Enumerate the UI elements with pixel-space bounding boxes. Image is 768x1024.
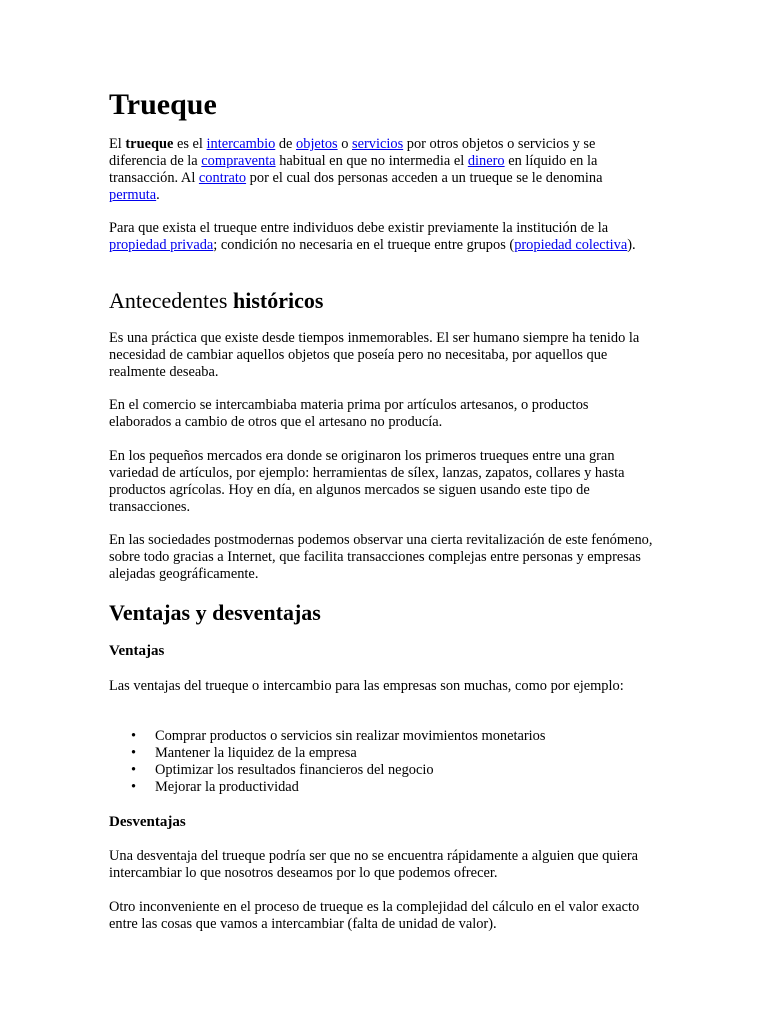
bullet-icon: •	[131, 779, 137, 795]
intro-paragraph	[109, 136, 654, 204]
history-paragraph-4: En las sociedades postmodernas podemos observar una cierta revitalización de este fenómeno, sobre todo gracias a Internet, que facilita transacciones complejas entre personas y empresas alejadas geográficamente.	[109, 532, 653, 582]
intro-text-6: habitual en que no intermedia el	[275, 153, 468, 169]
list-item	[109, 745, 545, 762]
list-item	[109, 762, 545, 779]
bullet-icon: •	[131, 728, 137, 744]
intro-text-7: en líquido en la transacción. Al	[109, 153, 598, 186]
list-item	[109, 728, 545, 745]
ventajas-list	[109, 728, 545, 796]
desventajas-paragraph-1: Una desventaja del trueque podría ser que no se encuentra rápidamente a alguien que quiera intercambiar lo que nosotros deseamos por lo que podemos ofrecer.	[109, 848, 639, 881]
intro-bold-trueque: trueque	[125, 136, 174, 152]
link-servicios[interactable]: servicios	[352, 136, 404, 152]
list-item-text: Optimizar los resultados financieros del negocio	[155, 762, 434, 778]
heading-antecedentes-bold: históricos	[233, 288, 324, 313]
intro-text-3: de	[275, 136, 297, 152]
bullet-icon: •	[131, 762, 137, 778]
subheading-desventajas: Desventajas	[109, 814, 186, 830]
ventajas-intro: Las ventajas del trueque o intercambio para las empresas son muchas, como por ejemplo:	[109, 678, 624, 694]
history-paragraph-3: En los pequeños mercados era donde se originaron los primeros trueques entre una gran variedad de artículos, por ejemplo: herramientas de sílex, lanzas, zapatos, collares y hasta productos agrícolas. Hoy en día, en algunos mercados se siguen usando este tipo de transacciones.	[109, 448, 625, 515]
list-item-text: Comprar productos o servicios sin realizar movimientos monetarios	[155, 728, 546, 744]
link-permuta[interactable]: permuta	[109, 187, 157, 203]
desventajas-paragraph-2: Otro inconveniente en el proceso de trueque es la complejidad del cálculo en el valor exacto entre las cosas que vamos a intercambiar (falta de unidad de valor).	[109, 899, 640, 932]
link-propiedad-privada[interactable]: propiedad privada	[109, 237, 214, 253]
link-propiedad-colectiva[interactable]: propiedad colectiva	[514, 237, 628, 253]
property-text-2: ; condición no necesaria en el trueque entre grupos (	[213, 237, 515, 253]
section-heading-antecedentes	[109, 288, 323, 314]
history-paragraph-1: Es una práctica que existe desde tiempos inmemorables. El ser humano siempre ha tenido la necesidad de cambiar aquellos objetos que poseía pero no necesitaba, por aquellos que realmente deseaba.	[109, 330, 640, 380]
intro-text-8: por el cual dos personas acceden a un trueque se le denomina	[246, 170, 603, 186]
property-paragraph	[109, 220, 654, 254]
intro-text-4: o	[337, 136, 353, 152]
subheading-ventajas: Ventajas	[109, 643, 165, 659]
link-intercambio[interactable]: intercambio	[206, 136, 276, 152]
intro-text-2: es el	[173, 136, 207, 152]
property-text-1: Para que exista el trueque entre individuos debe existir previamente la institución de la	[109, 220, 609, 236]
intro-text-1: El	[109, 136, 126, 152]
list-item-text: Mejorar la productividad	[155, 779, 299, 795]
page-title: Trueque	[109, 88, 217, 121]
list-item	[109, 779, 545, 796]
history-paragraph-2: En el comercio se intercambiaba materia prima por artículos artesanos, o productos elaborados a cambio de otros que el artesano no producía.	[109, 397, 589, 430]
heading-antecedentes-normal: Antecedentes	[109, 288, 233, 313]
intro-text-5: por otros objetos o servicios y se diferencia de la	[109, 136, 596, 169]
link-objetos[interactable]: objetos	[296, 136, 338, 152]
section-heading-ventajas-desventajas: Ventajas y desventajas	[109, 600, 321, 625]
bullet-icon: •	[131, 745, 137, 761]
link-compraventa[interactable]: compraventa	[201, 153, 276, 169]
property-text-3: ).	[627, 237, 636, 253]
list-item-text: Mantener la liquidez de la empresa	[155, 745, 357, 761]
intro-text-9: .	[156, 187, 160, 203]
link-dinero[interactable]: dinero	[467, 153, 505, 169]
link-contrato[interactable]: contrato	[198, 170, 247, 186]
